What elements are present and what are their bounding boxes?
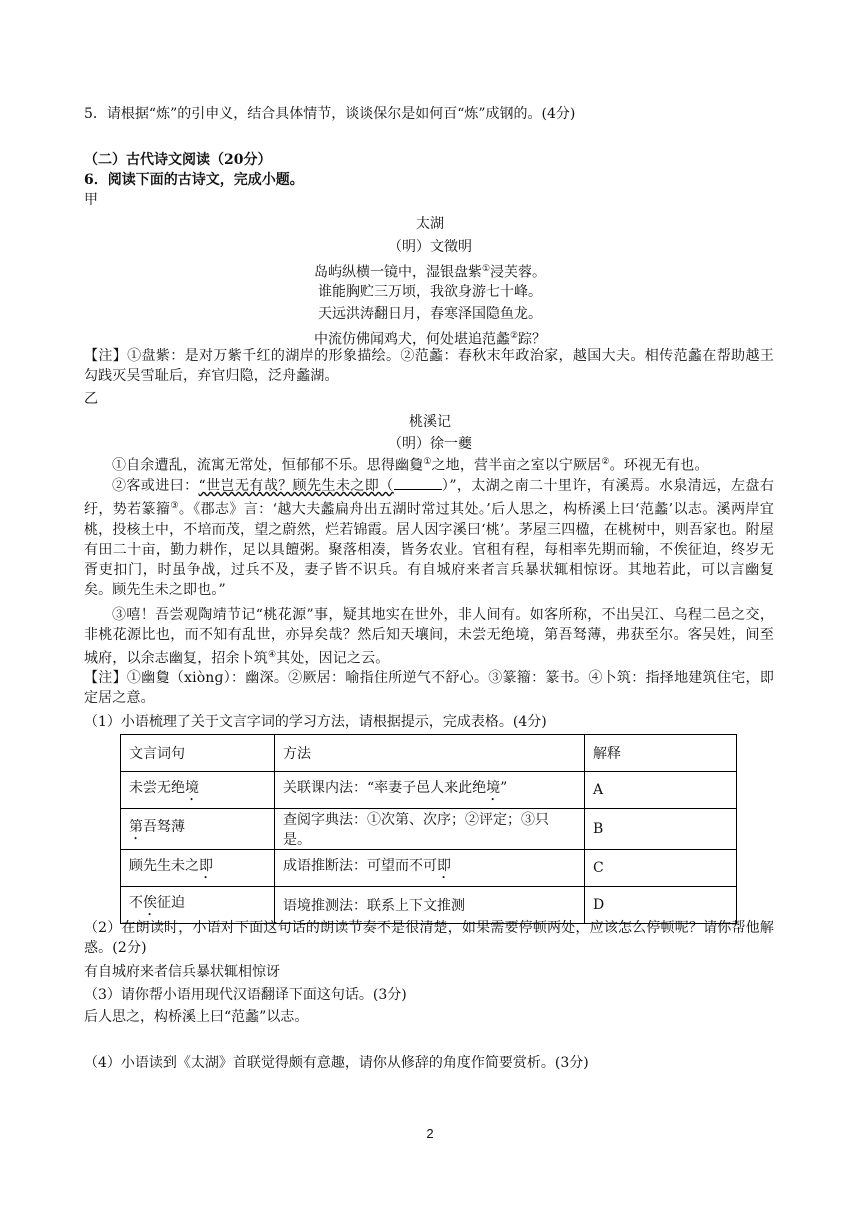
answer-blank[interactable]: [394, 475, 442, 490]
subquestion-2: （2）在朗读时，小语对下面这句话的朗读节奏不是很清楚，如果需要停顿两处，应该怎么停顿呢？请你帮他解惑。(2分): [84, 920, 774, 956]
question-5: 5．请根据“炼”的引申义，结合具体情节，谈谈保尔是如何百“炼”成钢的。(4分): [84, 106, 576, 122]
table-cell: 成语推断法：可望而不可即: [274, 850, 584, 887]
subquestion-2-sentence: 有自城府来者信兵暴状辄相惊讶: [84, 964, 280, 980]
table-cell: 不俟征迫: [121, 887, 275, 924]
subquestion-3: （3）请你帮小语用现代汉语翻译下面这句话。(3分): [84, 987, 407, 1003]
section-heading: （二）古代诗文阅读（20分）: [84, 152, 272, 168]
table-header-row: [121, 735, 737, 772]
poem-line: 中流仿佛闻鸡犬，何处堪追范蠡②踪？: [313, 331, 547, 348]
poem-note: 【注】①盘紫：是对万紫千红的湖岸的形象描绘。②范蠡：春秋末年政治家，越国大夫。相传范蠡在帮助越王勾践灭吴雪耻后，弃官归隐，泛舟蠡湖。: [84, 348, 774, 384]
table-cell: 第吾驽薄: [121, 809, 275, 850]
prose-title: 桃溪记: [409, 414, 451, 430]
table-cell: B: [584, 809, 736, 850]
poem-title: 太湖: [416, 216, 444, 232]
table-cell: 查阅字典法：①次第、次序；②评定；③只是。: [274, 809, 584, 850]
table-header: 方法: [274, 735, 584, 772]
subquestion-1: （1）小语梳理了关于文言字词的学习方法，请根据提示，完成表格。(4分): [84, 714, 547, 730]
table-cell: A: [584, 772, 736, 809]
poem-line: 天远洪涛翻日月，春寒泽国隐鱼龙。: [318, 306, 542, 322]
table-cell: 未尝无绝境: [121, 772, 275, 809]
prose-note: 【注】①幽敻（xiònɡ）：幽深。②厥居：喻指住所逆气不舒心。③篆籀：篆书。④卜筑：指择地建筑住宅，即定居之意。: [84, 670, 774, 706]
table-header: 文言词句: [121, 735, 275, 772]
poem-author: （明）文徵明: [388, 239, 472, 255]
table-cell: C: [584, 850, 736, 887]
prose-paragraph-3: ③嘻！吾尝观陶靖节记“桃花源”事，疑其地实在世外，非人间有。如客所称，不出吴江、乌程二邑之交，非桃花源比也，而不知有乱世，亦异矣哉？然后知天壤间，未尝无绝境，第吾驽薄，弗获至尔。客吴姓，间至城府，以余志幽复，招余卜筑④其处，因记之云。: [84, 607, 774, 667]
poem-line: 岛屿纵横一镜中，湿银盘紫①浸芙蓉。: [313, 264, 547, 281]
table-cell: D: [584, 887, 736, 924]
table-row: [121, 850, 737, 887]
part-b-label: 乙: [84, 391, 98, 407]
part-a-label: 甲: [84, 192, 98, 208]
table-cell: 语境推测法：联系上下文推测: [274, 887, 584, 924]
table-row: [121, 772, 737, 809]
subquestion-3-sentence: 后人思之，构桥溪上曰“范蠡”以志。: [84, 1009, 309, 1025]
prose-paragraph-2: ②客或进曰：“世岂无有哉？顾先生未之即（ ）”，太湖之南二十里许，有溪焉。水泉清远，左盘右纡，势若篆籀③。《郡志》言：‘越大夫蠡扁舟出五湖时常过其处。’后人思之，构桥溪上曰‘范蠡’以志。溪两岸宜桃，投核土中，不培而茂，望之蔚然，烂若锦霞。居人因字溪曰‘桃’。茅屋三四楹，在桃树中，则吾家也。附屋有田二十亩，勤力耕作，足以具饘粥。聚落相凑，皆务农业。官租有程，每相率先期而输，不俟征迫，终岁无胥吏扣门，时虽争战，过兵不及，妻子皆不识兵。有自城府来者言兵暴状辄相惊讶。其地若此，可以言幽复矣。顾先生未之即也。”: [84, 475, 774, 600]
table-cell: 关联课内法：“率妻子邑人来此绝境”: [274, 772, 584, 809]
table-row: [121, 809, 737, 850]
page-number: 2: [426, 1126, 434, 1141]
table-cell: 顾先生未之即: [121, 850, 275, 887]
question-6-heading: 6．阅读下面的古诗文，完成小题。: [84, 172, 304, 188]
vocab-table: [120, 734, 737, 924]
poem-line: 谁能胸贮三万顷，我欲身游七十峰。: [318, 284, 542, 300]
prose-paragraph-1: ①自余遭乱，流寓无常处，恒郁郁不乐。思得幽敻①之地，营半亩之室以宁厥居②。环视无有也。: [112, 457, 709, 474]
subquestion-4: （4）小语读到《太湖》首联觉得颇有意趣，请你从修辞的角度作简要赏析。(3分): [84, 1055, 589, 1071]
prose-author: （明）徐一夔: [388, 436, 472, 452]
table-header: 解释: [584, 735, 736, 772]
